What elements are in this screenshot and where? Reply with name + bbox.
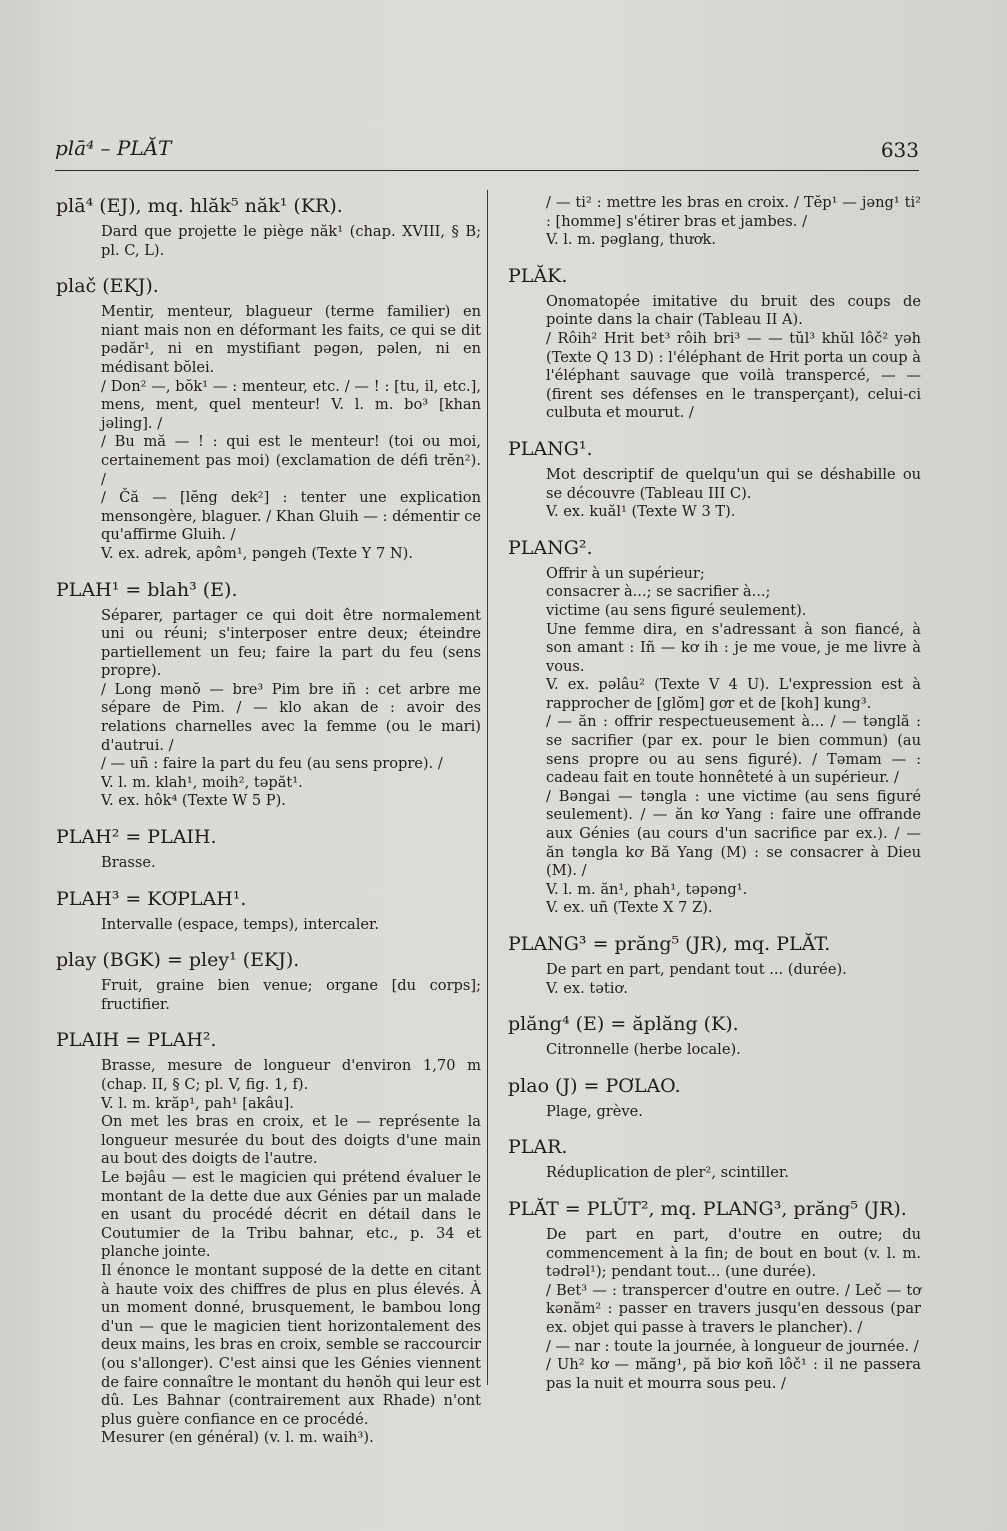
entry-plang1 [508, 437, 921, 522]
definition-line: Mesurer (en général) (v. l. m. waih³). [101, 1429, 374, 1447]
page-header [55, 136, 919, 171]
definition-line: V. ex. tətiơ. [546, 979, 628, 997]
entry-plar [508, 1135, 921, 1183]
definition-line: V. l. m. krăp¹, pah¹ [akâu]. [101, 1094, 294, 1112]
definition-line: Plage, grève. [546, 1102, 643, 1120]
definition-line: V. ex. adrek, apôm¹, pəngeh (Texte Y 7 N). [101, 544, 413, 562]
definition-line: Séparer, partager ce qui doit être normalement uni ou réuni; s'interposer entre deux; éteindre partiellement un feu; faire la part du feu (sens propre). [101, 606, 481, 680]
definition-line: Il énonce le montant supposé de la dette en citant à haute voix des chiffres de plus en plus élevés. À un moment donné, brusquement, le bambou long d'un — que le magicien tient horizontalement des deux mains, les bras en croix, semble se raccourcir (ou s'allonger). C'est ainsi que les Génies viennent de faire connaître le montant du hənŏh qui leur est dû. Les Bahnar (contrairement aux Rhade) n'ont plus guère confiance en ce procédé. [101, 1261, 482, 1428]
definition-line: / Uh² kơ — măng¹, pă biơ koñ lôč¹ : il ne passera pas la nuit et mourra sous peu. / [546, 1356, 921, 1392]
definition-line: / Bu mă — ! : qui est le menteur! (toi ou moi, certainement pas moi) (exclamation de défi trĕn²). / [101, 433, 481, 488]
running-head: plā⁴ – PLĂT [55, 136, 172, 160]
definition-line: / Rôih² Hrit bet³ rôih bri³ — — tŭl³ khŭl lôč² yəh (Texte Q 13 D) : l'éléphant de Hrit porta un coup à l'éléphant sauvage que voilà transpercé, — — (firent ses défenses en le transperçant), celui-ci culbuta et mourut. / [546, 329, 921, 422]
entry-plao [508, 1074, 921, 1122]
page-number: 633 [880, 138, 919, 162]
definition-line: / Čă — [lĕng dek²] : tenter une explication mensongère, blaguer. / Khan Gluih — : démentir ce qu'affirme Gluih. / [101, 489, 481, 544]
headword: PLANG². [508, 536, 593, 559]
entry-plang4 [508, 1012, 921, 1060]
definition-line: Brasse, mesure de longueur d'environ 1,70 m (chap. II, § C; pl. V, fig. 1, f). [101, 1057, 481, 1093]
right-column [508, 194, 921, 1407]
definition-line: Fruit, graine bien venue; organe [du corps]; fructifier. [101, 977, 481, 1013]
definition-line: / Long mənŏ — bre³ Pim bre iñ : cet arbre me sépare de Pim. / — klo akan de : avoir des relations charnelles avec la femme (ou le mari) d'autrui. / [101, 680, 481, 754]
headword: play (BGK) = pley¹ (EKJ). [56, 949, 300, 972]
definition-line: Réduplication de pler², scintiller. [546, 1164, 789, 1182]
left-column [56, 194, 481, 1462]
definition-line: Dard que projette le piège năk¹ (chap. XVIII, § B; pl. C, L). [101, 223, 481, 259]
headword: plač (EKJ). [56, 275, 159, 298]
definition-line: Citronnelle (herbe locale). [546, 1041, 741, 1059]
headword: PLAH² = PLAIH. [56, 826, 217, 849]
definition-line: / — nar : toute la journée, à longueur de journée. / [546, 1337, 919, 1355]
headword: PLAIH = PLAH². [56, 1029, 217, 1052]
definition-line: / — ăn : offrir respectueusement à... / — tənglă : se sacrifier (par ex. pour le bien commun) (au sens propre ou au sens figuré). / Təmam — : cadeau fait en toute honnêteté à un supérieur. / [546, 713, 921, 787]
definition-line: V. ex. kuăl¹ (Texte W 3 T). [546, 503, 736, 521]
definition-line: / — uñ : faire la part du feu (au sens propre). / [101, 755, 443, 773]
definition-line: Brasse. [101, 854, 156, 872]
definition-line: / — ti² : mettre les bras en croix. / Tĕp¹ — jəng¹ ti² : [homme] s'étirer bras et jambes. / [546, 194, 921, 230]
entry-plah1 [56, 578, 481, 812]
entry-plac [56, 274, 481, 563]
definition-line: V. l. m. pəglang, thươk. [546, 231, 716, 249]
headword: PLAH¹ = blah³ (E). [56, 578, 238, 601]
definition-line: Offrir à un supérieur; [546, 564, 705, 582]
headword: PLANG¹. [508, 437, 593, 460]
entry-plang2 [508, 536, 921, 918]
definition-line: Mot descriptif de quelqu'un qui se déshabille ou se découvre (Tableau III C). [546, 465, 921, 502]
definition-line: / Don² —, bŏk¹ — : menteur, etc. / — ! : [tu, il, etc.], mens, ment, quel menteur! V. l. m. bo³ [khan jəling]. / [101, 377, 481, 432]
definition-line: On met les bras en croix, et le — représente la longueur mesurée du bout des doigts d'une main au bout des doigts de l'autre. [101, 1113, 481, 1168]
entry-plang3 [508, 932, 921, 998]
column-divider [487, 190, 488, 1385]
definition-line: V. ex. hôk⁴ (Texte W 5 P). [101, 792, 286, 810]
headword: PLĂK. [508, 264, 568, 287]
entry-plah2 [56, 825, 481, 873]
headword: PLANG³ = prăng⁵ (JR), mq. PLĂT. [508, 933, 831, 955]
headword: plā⁴ (EJ), mq. hlăk⁵ năk¹ (KR). [56, 195, 343, 217]
entry-plat [508, 1197, 921, 1393]
entry-play [56, 948, 481, 1014]
definition-line: Le bəjâu — est le magicien qui prétend évaluer le montant de la dette due aux Génies par un malade en usant du procédé décrit en détail dans le Coutumier de la Tribu bahnar, etc., p. 34 et planche jointe. [101, 1168, 481, 1261]
headword: plao (J) = PƠLAO. [508, 1074, 681, 1097]
entry-pla4 [56, 194, 481, 260]
definition-line: Intervalle (espace, temps), intercaler. [101, 915, 380, 933]
definition-line: victime (au sens figuré seulement). [546, 601, 807, 619]
definition-line: / Bet³ — : transpercer d'outre en outre. / Leč — tơ kənăm² : passer en travers jusqu'en dessous (par ex. objet qui passe à travers le plancher). / [546, 1281, 921, 1336]
entry-plaih [56, 1028, 481, 1447]
definition-line: V. ex. uñ (Texte X 7 Z). [546, 899, 713, 917]
entry-plaih-continued [508, 194, 921, 250]
headword: PLAR. [508, 1136, 568, 1159]
definition-line: consacrer à...; se sacrifier à...; [546, 583, 771, 601]
entry-plak [508, 264, 921, 423]
headword: PLĂT = PLŬT², mq. PLANG³, prăng⁵ (JR). [508, 1197, 907, 1220]
definition-line: V. l. m. ăn¹, phah¹, təpəng¹. [546, 880, 748, 898]
definition-line: V. l. m. klah¹, moih², təpăt¹. [101, 773, 303, 791]
definition-line: Mentir, menteur, blagueur (terme familier) en niant mais non en déformant les faits, ce qui se dit pədăr¹, ni en mystifiant pəgən, pəlen, ni en médisant bŏlei. [101, 303, 481, 376]
definition-line: De part en part, d'outre en outre; du commencement à la fin; de bout en bout (v. l. m. tədrəl¹); pendant tout... (une durée). [546, 1225, 921, 1281]
definition-line: V. ex. pəlâu² (Texte V 4 U). L'expression est à rapprocher de [glŏm] gơr et de [koh] kung³. [546, 676, 921, 712]
headword: plăng⁴ (E) = ăplăng (K). [508, 1013, 739, 1036]
definition-line: Onomatopée imitative du bruit des coups de pointe dans la chair (Tableau II A). [546, 292, 921, 329]
definition-line: De part en part, pendant tout ... (durée). [546, 961, 847, 978]
entry-plah3 [56, 887, 481, 935]
definition-line: Une femme dira, en s'adressant à son fiancé, à son amant : Iñ — kơ ih : je me voue, je me livre à vous. [546, 620, 921, 675]
headword: PLAH³ = KƠPLAH¹. [56, 887, 247, 910]
definition-line: / Bəngai — təngla : une victime (au sens figuré seulement). / — ăn kơ Yang : faire une offrande aux Génies (au cours d'un sacrifice par ex.). / — ăn təngla kơ Bă Yang (M) : se consacrer à Dieu (M). / [546, 787, 921, 880]
